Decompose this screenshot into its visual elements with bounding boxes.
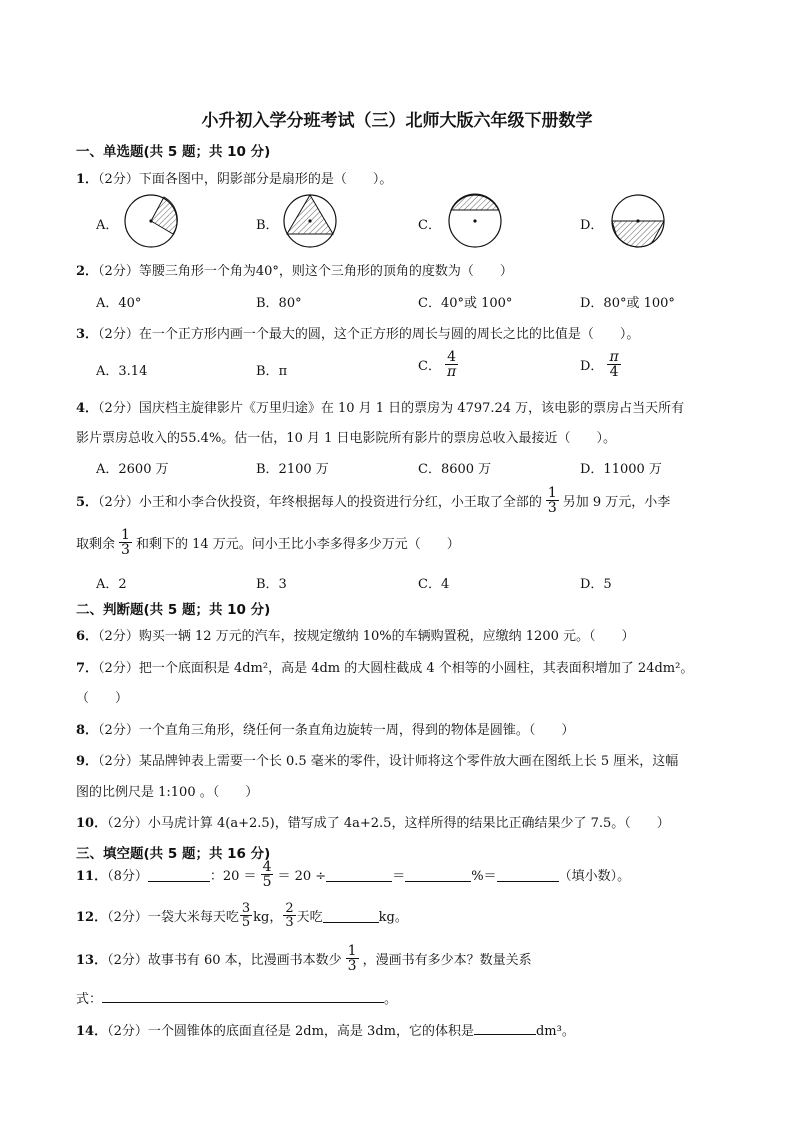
option-a: A．2600 万 (96, 462, 169, 477)
denominator: 3 (347, 958, 357, 974)
question-text: kg。 (378, 910, 408, 925)
question-6 (76, 625, 635, 644)
option-label: C． (418, 359, 441, 374)
option-d: D．80°或 100° (580, 296, 675, 311)
numerator: π (609, 349, 619, 365)
question-text: ：20 ＝ (209, 869, 257, 884)
denominator: 3 (121, 542, 130, 558)
question-4-line-1 (76, 397, 684, 416)
question-1 (76, 168, 392, 187)
question-number: 5． (76, 495, 99, 510)
fraction (546, 486, 559, 515)
question-text: dm³。 (535, 1024, 575, 1039)
option-d-label: D． (580, 218, 604, 233)
question-text: 取剩余 (76, 537, 116, 552)
question-number: 9． (76, 754, 99, 769)
section-heading-fill-blank: 三、填空题(共 5 题；共 16 分) (76, 846, 271, 862)
option-a-label: A． (96, 218, 119, 233)
answer-blank[interactable] (148, 867, 210, 882)
fraction (240, 902, 252, 929)
question-text: （填小数）。 (558, 869, 631, 884)
option-b: B．80° (256, 296, 302, 311)
option-c: C．40°或 100° (418, 296, 513, 311)
option-c: C．4 (418, 577, 450, 592)
question-text: （2分）下面各图中，阴影部分是扇形的是（ ）。 (98, 172, 393, 187)
option-label: B． (256, 364, 279, 379)
question-text: （2分）把一个底面积是 4dm²，高是 4dm 的大圆柱截成 4 个相等的小圆柱，其表面积增加了 24dm²。 (98, 661, 694, 676)
option-label: D． (580, 359, 604, 374)
question-number: 13． (76, 953, 108, 968)
option-a: A．2 (96, 577, 127, 592)
section-heading-true-false: 二、判断题(共 5 题；共 10 分) (76, 602, 271, 618)
fraction (607, 350, 620, 379)
question-number: 3． (76, 327, 99, 342)
question-11 (76, 860, 630, 889)
answer-blank[interactable] (326, 867, 392, 882)
question-14 (76, 1020, 575, 1039)
page-title: 小升初入学分班考试（三）北师大版六年级下册数学 (201, 111, 593, 131)
numerator: 4 (445, 350, 458, 365)
numerator: 2 (285, 901, 294, 916)
question-12 (76, 902, 408, 929)
question-5-line-1 (76, 486, 670, 515)
question-9-line-2: 图的比例尺是 1:100 。（ ） (76, 785, 259, 800)
option-c (418, 350, 462, 379)
denominator: 5 (262, 874, 272, 890)
question-text: 和剩下的 14 万元。问小王比小李多得多少万元（ ） (135, 537, 460, 552)
question-text: （2分）在一个正方形内画一个最大的圆，这个正方形的周长与圆的周长之比的比值是（ ）。 (98, 327, 640, 342)
question-text: （2分）一袋大米每天吃 (107, 910, 239, 925)
fraction (119, 528, 132, 557)
fraction (346, 944, 359, 973)
denominator: 3 (285, 915, 294, 930)
numerator: 1 (547, 485, 557, 501)
question-text: （2分）购买一辆 12 万元的汽车，按规定缴纳 10%的车辆购置税，应缴纳 1200 元。（ ） (98, 629, 635, 644)
question-text: 式： (76, 992, 103, 1007)
question-13-line-2 (76, 988, 397, 1007)
option-c: C．8600 万 (418, 462, 492, 477)
question-text: （2分）一个圆锥体的底面直径是 2dm，高是 3dm，它的体积是 (107, 1024, 474, 1039)
question-number: 4． (76, 401, 99, 416)
question-7 (76, 657, 693, 676)
question-3 (76, 323, 639, 342)
question-13-line-1 (76, 944, 532, 973)
question-text: 。 (384, 992, 398, 1007)
question-number: 10． (76, 816, 108, 831)
denominator: 3 (547, 500, 557, 516)
question-text: （2分）故事书有 60 本，比漫画书本数少 (107, 953, 342, 968)
question-text: （2分）国庆档主旋律影片《万里归途》在 10 月 1 日的票房为 4797.24 万，该电影的票房占当天所有 (98, 401, 685, 416)
numerator: 4 (262, 859, 272, 875)
segment-circle-icon (444, 190, 506, 252)
question-number: 12． (76, 910, 108, 925)
chord-circle-icon (607, 190, 669, 252)
fraction (261, 860, 274, 889)
question-number: 2． (76, 264, 99, 279)
question-text: （2分）小王和小李合伙投资，年终根据每人的投资进行分红，小王取了全部的 (98, 495, 542, 510)
question-text: ＝ (392, 869, 406, 884)
option-c-label: C． (418, 218, 441, 233)
question-number: 8． (76, 723, 99, 738)
denominator: π (446, 364, 457, 380)
denominator: 5 (241, 915, 251, 930)
numerator: 3 (241, 901, 251, 916)
question-text: ，漫画书有多少本？数量关系 (362, 953, 532, 968)
question-text: %＝ (471, 869, 497, 884)
question-text: kg， (253, 910, 283, 925)
question-score: （8分） (107, 869, 148, 884)
answer-blank[interactable] (497, 867, 559, 882)
answer-blank[interactable] (405, 867, 471, 882)
question-text: （2分）某品牌钟表上需要一个长 0.5 毫米的零件，设计师将这个零件放大画在图纸上长 5 厘米，这幅 (98, 754, 679, 769)
question-text: （2分）一个直角三角形，绕任何一条直角边旋转一周，得到的物体是圆锥。（ ） (98, 723, 575, 738)
option-b: B．2100 万 (256, 462, 329, 477)
fraction (283, 902, 295, 929)
fraction (445, 350, 458, 379)
denominator: 4 (609, 364, 619, 380)
option-value: π (278, 364, 288, 379)
question-9-line-1 (76, 750, 678, 769)
question-number: 1． (76, 172, 99, 187)
sector-circle-icon (120, 190, 182, 252)
option-a: A．40° (96, 296, 142, 311)
option-d: D．5 (580, 577, 612, 592)
question-8 (76, 719, 574, 738)
question-text: ＝ 20 ÷ (277, 869, 327, 884)
question-number: 11． (76, 869, 108, 884)
question-number: 7． (76, 661, 99, 676)
answer-blank[interactable] (323, 908, 379, 923)
option-d: D．11000 万 (580, 462, 662, 477)
question-text: 天吃 (296, 910, 323, 925)
option-b (256, 360, 287, 379)
question-4-line-2: 影片票房总收入的55.4%。估一估，10 月 1 日电影院所有影片的票房总收入最接近（ ）。 (76, 431, 617, 446)
option-b: B．3 (256, 577, 287, 592)
numerator: 1 (347, 943, 357, 959)
question-5-line-2 (76, 528, 460, 557)
question-text: （2分）等腰三角形一个角为40°，则这个三角形的顶角的度数为（ ） (98, 264, 513, 279)
option-a: A．3.14 (96, 364, 148, 379)
question-text: （2分）小马虎计算 4(a+2.5)，错写成了 4a+2.5，这样所得的结果比正确结果少了 7.5。（ ） (107, 816, 670, 831)
answer-blank[interactable] (474, 1020, 536, 1035)
question-10 (76, 812, 670, 831)
triangle-in-circle-icon (279, 190, 341, 252)
answer-blank[interactable] (102, 988, 384, 1003)
section-heading-single-choice: 一、单选题(共 5 题；共 10 分) (76, 144, 271, 160)
answer-parentheses: （ ） (76, 691, 129, 706)
option-b-label: B． (256, 218, 279, 233)
question-2 (76, 260, 513, 279)
numerator: 1 (121, 527, 130, 543)
question-number: 6． (76, 629, 99, 644)
question-number: 14． (76, 1024, 108, 1039)
question-text: 另加 9 万元，小李 (562, 495, 671, 510)
option-d (580, 350, 625, 379)
